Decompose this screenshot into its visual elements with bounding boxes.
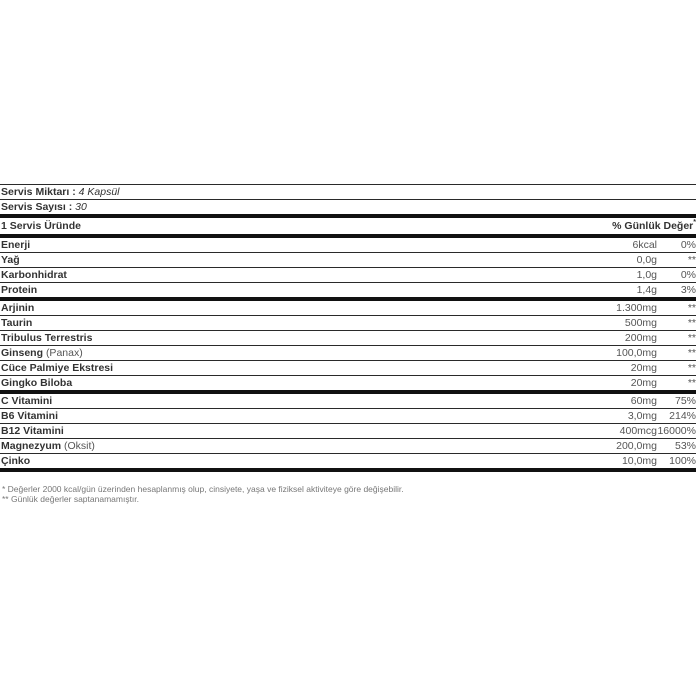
- nutrient-amount: 400mcg: [619, 425, 657, 437]
- serving-count: [0, 200, 696, 214]
- nutrient-rows: [0, 238, 696, 472]
- nutrient-name: [1, 283, 37, 297]
- nutrient-amount: 1.300mg: [616, 302, 657, 314]
- nutrient-name-text: Taurin: [1, 317, 33, 329]
- nutrient-amount: 200,0mg: [616, 440, 657, 452]
- table-row: [0, 361, 696, 375]
- serving-count-value: 30: [75, 201, 87, 213]
- nutrient-daily-value: 16000%: [657, 425, 696, 437]
- nutrient-name-text: B6 Vitamini: [1, 410, 58, 422]
- table-row: [0, 268, 696, 282]
- table-row: [0, 301, 696, 315]
- nutrient-name-text: B12 Vitamini: [1, 425, 64, 437]
- footnotes: [2, 484, 404, 504]
- nutrient-daily-value: **: [687, 302, 696, 314]
- nutrient-name-text: Gingko Biloba: [1, 377, 73, 389]
- nutrient-daily-value: **: [687, 377, 696, 389]
- nutrient-name: [1, 253, 20, 267]
- nutrient-name: [1, 376, 72, 390]
- nutrient-name: [1, 454, 30, 468]
- nutrient-name-text: Yağ: [1, 254, 20, 266]
- nutrient-name: [1, 301, 34, 315]
- table-row: [0, 439, 696, 453]
- nutrient-name-text: Tribulus Terrestris: [1, 332, 93, 344]
- table-row: [0, 283, 696, 297]
- nutrient-amount: 1,0g: [636, 269, 657, 281]
- nutrient-name: [1, 268, 67, 282]
- table-row: [0, 331, 696, 345]
- serving-size-label: Servis Miktarı :: [1, 186, 76, 198]
- nutrient-name: [1, 439, 95, 453]
- nutrient-daily-value: 214%: [669, 410, 696, 422]
- serving-count-label: Servis Sayısı :: [1, 201, 73, 213]
- nutrient-name-text: Ginseng: [1, 347, 44, 359]
- nutrient-daily-value: **: [687, 254, 696, 266]
- nutrient-amount: 6kcal: [632, 239, 657, 251]
- nutrient-amount: 200mg: [624, 332, 657, 344]
- nutrient-name: [1, 238, 30, 252]
- nutrient-qualifier: (Oksit): [64, 440, 95, 452]
- table-row: [0, 394, 696, 408]
- nutrient-name: [1, 346, 83, 360]
- nutrient-name: [1, 424, 64, 438]
- nutrient-amount: 20mg: [630, 362, 657, 374]
- nutrient-amount: 10,0mg: [621, 455, 657, 467]
- nutrient-daily-value: **: [687, 317, 696, 329]
- header-daily-value-mark: *: [693, 219, 696, 226]
- nutrient-name-text: Enerji: [1, 239, 31, 251]
- nutrient-name: [1, 394, 52, 408]
- table-row: [0, 409, 696, 423]
- footnote-daily-value: * Değerler 2000 kcal/gün üzerinden hesaplanmış olup, cinsiyete, yaşa ve fiziksel aktiviteye göre değişebilir.: [2, 484, 404, 494]
- nutrition-facts-table: [0, 184, 696, 472]
- nutrient-name: [1, 361, 113, 375]
- nutrient-amount: 500mg: [624, 317, 657, 329]
- serving-size-value: 4 Kapsül: [78, 186, 120, 198]
- nutrient-name-text: Arjinin: [1, 302, 35, 314]
- nutrient-name-text: Çinko: [1, 455, 31, 467]
- table-row: [0, 424, 696, 438]
- nutrient-daily-value: 75%: [674, 395, 696, 407]
- nutrient-name: [1, 316, 32, 330]
- nutrient-daily-value: 3%: [680, 284, 696, 296]
- header-daily-value: [612, 218, 696, 234]
- nutrient-amount: 20mg: [630, 377, 657, 389]
- nutrient-name-text: Magnezyum: [1, 440, 62, 452]
- nutrient-daily-value: 53%: [674, 440, 696, 452]
- nutrient-daily-value: **: [687, 362, 696, 374]
- nutrient-qualifier: (Panax): [45, 347, 83, 359]
- table-row: [0, 376, 696, 390]
- nutrient-name: [1, 331, 92, 345]
- nutrient-name-text: Karbonhidrat: [1, 269, 67, 281]
- header-daily-value-text: % Günlük Değer: [612, 220, 694, 232]
- nutrient-amount: 60mg: [630, 395, 657, 407]
- footnote-not-established: ** Günlük değerler saptanamamıştır.: [2, 494, 140, 504]
- nutrient-daily-value: 0%: [680, 239, 696, 251]
- table-row: [0, 316, 696, 330]
- table-row: [0, 346, 696, 360]
- nutrient-amount: 3,0mg: [627, 410, 657, 422]
- header-per-serving: 1 Servis Üründe: [1, 220, 81, 232]
- nutrient-daily-value: 0%: [680, 269, 696, 281]
- nutrient-amount: 1,4g: [636, 284, 657, 296]
- nutrient-daily-value: **: [687, 332, 696, 344]
- serving-size: [0, 185, 696, 199]
- nutrient-daily-value: 100%: [669, 455, 696, 467]
- table-row: [0, 253, 696, 267]
- divider-thick: [0, 468, 696, 472]
- nutrient-name-text: C Vitamini: [1, 395, 53, 407]
- nutrient-name-text: Protein: [1, 284, 38, 296]
- table-header: [0, 218, 696, 234]
- nutrient-daily-value: **: [687, 347, 696, 359]
- table-row: [0, 454, 696, 468]
- table-row: [0, 238, 696, 252]
- nutrient-amount: 0,0g: [636, 254, 657, 266]
- nutrient-amount: 100,0mg: [616, 347, 657, 359]
- nutrient-name: [1, 409, 58, 423]
- nutrient-name-text: Cüce Palmiye Ekstresi: [1, 362, 114, 374]
